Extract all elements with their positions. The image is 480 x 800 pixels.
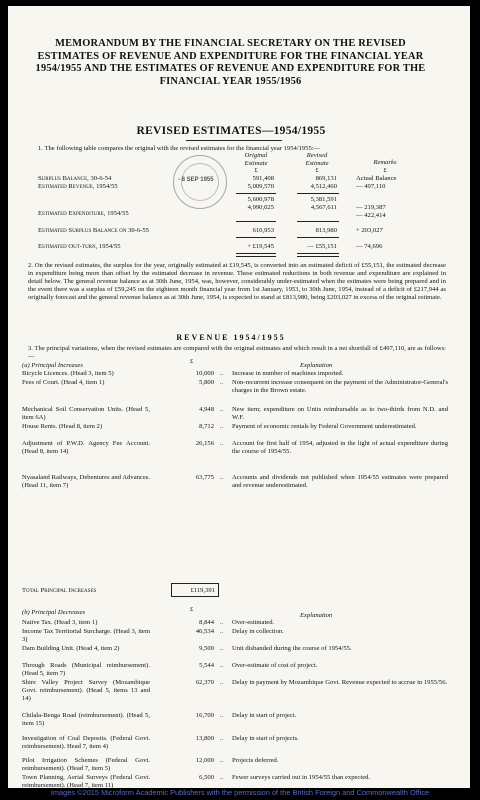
item-explanation: Non-recurrent increase consequent on the payment of the Administrator-General's charges in the Brown estate. [232, 379, 449, 394]
leader-dots: .. [220, 774, 224, 781]
item-description: Investigation of Coal Deposits. (Federal Govt. reimbursement). Head 7, item 4) [22, 735, 150, 750]
item-description: House Rents. (Head 8, item 2) [22, 423, 103, 430]
row-remarks: Actual Balance [356, 175, 397, 182]
item-explanation: Delay in payment by Mozambique Govt. Revenue expected to accrue in 1955/56. [232, 679, 448, 686]
binding-edge [0, 40, 4, 50]
leader-dots: .. [220, 628, 224, 635]
item-amount: 8,844 [199, 619, 214, 626]
item-explanation: Accounts and dividends not published when 1954/55 estimates were prepared and revenue underestimated. [232, 474, 448, 489]
col-remarks: Remarks £ [373, 159, 397, 174]
item-description: Chilala-Benga Road (reimbursement). (Head 5, item 15) [22, 712, 150, 727]
leader-dots: .. [220, 406, 224, 413]
section-title: REVISED ESTIMATES—1954/1955 [136, 125, 326, 137]
row-label: Surplus Balance, 30-6-54 [38, 175, 112, 182]
explanation-heading: Explanation [300, 612, 333, 619]
item-explanation: Delay in start of project. [232, 712, 297, 719]
total-increases: £119,391 [190, 587, 215, 594]
leader-dots: .. [220, 662, 224, 669]
item-amount: 46,534 [195, 628, 214, 635]
explanation-heading: Explanation [300, 362, 333, 369]
item-amount: 26,156 [195, 440, 214, 447]
item-amount: 16,700 [195, 712, 214, 719]
row-revised: 4,567,611 [310, 204, 337, 211]
item-explanation: Unit disbanded during the course of 1954/55. [232, 645, 352, 652]
item-amount: 6,500 [199, 774, 214, 781]
row-revised: 4,512,460 [310, 183, 337, 190]
leader-dots: .. [220, 370, 224, 377]
leader-dots: .. [220, 712, 224, 719]
leader-dots: .. [220, 735, 224, 742]
item-description: Adjustment of P.W.D. Agency Fee Account. (Head 8, item 14) [22, 440, 150, 455]
leader-dots: .. [220, 619, 224, 626]
sum-rule [297, 237, 339, 238]
revenue-heading: REVENUE 1954/1955 [176, 333, 286, 342]
item-description: Income Tax Territorial Surcharge. (Head 3, item 3) [22, 628, 150, 643]
total-rule [297, 253, 339, 257]
item-description: Bicycle Licences. (Head 3, item 5) [22, 370, 114, 377]
item-explanation: Delay in start of projects. [232, 735, 299, 742]
sum-rule [236, 221, 276, 222]
sum-rule [236, 237, 276, 238]
item-explanation: Projects deferred. [232, 757, 279, 764]
pound-sign: £ [190, 606, 194, 613]
leader-dots: .. [220, 379, 224, 386]
item-explanation: Over-estimate of cost of project. [232, 662, 318, 669]
item-amount: 10,000 [195, 370, 214, 377]
memorandum-title: MEMORANDUM BY THE FINANCIAL SECRETARY ON THE REVISED ESTIMATES OF REVENUE AND EXPENDITURE FOR THE FINANCIAL YEAR 1954/1955 AND THE ESTIMATES OF REVENUE AND EXPENDITURE FOR THE FINANCIAL YEAR 1955/1956 [35, 38, 426, 87]
leader-dots: .. [220, 757, 224, 764]
row-remarks: + 203,027 [356, 227, 383, 234]
leader-dots: .. [220, 474, 224, 481]
paragraph-3: 3. The principal variations, when the revised estimates are compared with the original estimates and which result in a net shortfall of £497,110, are as follows:— [28, 345, 446, 360]
item-amount: 5,544 [199, 662, 214, 669]
item-explanation: Over-estimated. [232, 619, 275, 626]
leader-dots: .. [220, 440, 224, 447]
col-original: Original Estimate £ [244, 152, 268, 175]
item-description: Town Planning, Aerial Surveys (Federal Govt. reimbursement). (Head 7, item 11) [22, 774, 150, 789]
item-amount: 5,800 [199, 379, 214, 386]
item-amount: 63,775 [195, 474, 214, 481]
row-original: 4,990,025 [247, 204, 274, 211]
item-explanation: Increase in number of machines imported. [232, 370, 344, 377]
item-description: Dam Building Unit. (Head 4, item 2) [22, 645, 120, 652]
leader-dots: .. [220, 679, 224, 686]
sum-rule [297, 221, 339, 222]
row-remarks: — 74,696 [356, 243, 383, 250]
item-amount: 13,800 [195, 735, 214, 742]
item-explanation: Payment of economic rentals by Federal Government underestimated. [232, 423, 417, 430]
total-rule [236, 253, 276, 257]
item-amount: 62,370 [195, 679, 214, 686]
item-explanation: Account for first half of 1954, adjusted in the light of actual expenditure during the course of 1954/55. [232, 440, 448, 455]
sum-rule [236, 193, 276, 194]
item-description: Through Roads (Municipal reimbursement). (Head 5, item 7) [22, 662, 150, 677]
item-amount: 9,500 [199, 645, 214, 652]
leader-dots: .. [220, 423, 224, 430]
item-description: Native Tax. (Head 3, item 1) [22, 619, 98, 626]
row-original: 5,009,570 [247, 183, 274, 190]
row-original: 5,600,978 [247, 196, 274, 203]
row-original: + £19,545 [247, 243, 274, 250]
row-label: Estimated Out-turn, 1954/55 [38, 243, 121, 250]
item-explanation: Delay in collection. [232, 628, 284, 635]
total-increases-label: Total Principal Increases [22, 587, 97, 594]
item-description: Pilot Irrigation Schemes (Federal Govt. reimbursement). (Head 7, item 5) [22, 757, 150, 772]
pound-sign: £ [190, 358, 194, 365]
row-revised: 5,381,591 [310, 196, 337, 203]
item-description: Nyasaland Railways, Debentures and Advances. (Head 11, item 7) [22, 474, 150, 489]
decreases-heading: (b) Principal Decreases [22, 609, 86, 616]
item-description: Fees of Court. (Head 4, item 1) [22, 379, 105, 386]
item-amount: 8,712 [199, 423, 214, 430]
row-original: 610,953 [252, 227, 274, 234]
stamp-date: - 8 SEP 1955 [178, 177, 214, 183]
leader-dots: .. [220, 645, 224, 652]
title-underline [186, 140, 282, 141]
row-original: 591,408 [252, 175, 274, 182]
row-revised: 813,980 [315, 227, 337, 234]
binding-edge [0, 760, 4, 770]
sum-rule [297, 193, 339, 194]
row-remarks: — 422,414 [356, 212, 386, 219]
row-remarks: — 497,110 [356, 183, 386, 190]
item-explanation: New item; expenditure on Units reimbursable as to two-thirds from N.D. and W.F. [232, 406, 448, 421]
row-remarks: — 219,387 [356, 204, 386, 211]
row-label: Estimated Surplus Balance on 30-6-55 [38, 227, 149, 234]
intro-paragraph: 1. The following table compares the original with the revised estimates for the financial year 1954/1955:— [38, 145, 321, 152]
col-revised: Revised Estimate £ [305, 152, 329, 175]
item-explanation: Fewer surveys carried out in 1954/55 than expected. [232, 774, 371, 781]
item-description: Shire Valley Project Survey (Mozambique Govt. reimbursement). (Head 5, items 13 and 14) [22, 679, 150, 702]
increases-heading: (a) Principal Increases [22, 362, 83, 369]
item-amount: 4,948 [199, 406, 214, 413]
copyright-footer: Images ©2015 Microform Academic Publishers with the permission of the British Foreign and Commonwealth Office [50, 788, 430, 797]
row-revised: — £55,151 [307, 243, 337, 250]
item-amount: 12,000 [195, 757, 214, 764]
row-revised: 869,131 [315, 175, 337, 182]
row-label: Estimated Revenue, 1954/55 [38, 183, 118, 190]
paragraph-2: 2. On the revised estimates, the surplus for the year, originally estimated at £19,545, is converted into an estimated deficit of £55,151, the estimated decrease in expenditure being more than offset by the estimated decrease in revenue. These estimated reductions in both revenue and expenditure are explained in detail below. The general revenue balance as at 30th June, 1954, was, however, considerably under-estimated when the estimates were being prepared and in the event there was a surplus of £59,245 on the eighteen month financial year from 1st January, 1953, to 30th June, 1954, instead of a deficit of £217,944 as originally forecast and the general revenue balance as at 30th June, 1954, is expected to stand at £813,980, being £203,027 in excess of the original estimate. [28, 262, 446, 301]
item-description: Mechanical Soil Conservation Units. (Head 5, item 6A) [22, 406, 150, 421]
row-label: Estimated Expenditure, 1954/55 [38, 210, 129, 217]
